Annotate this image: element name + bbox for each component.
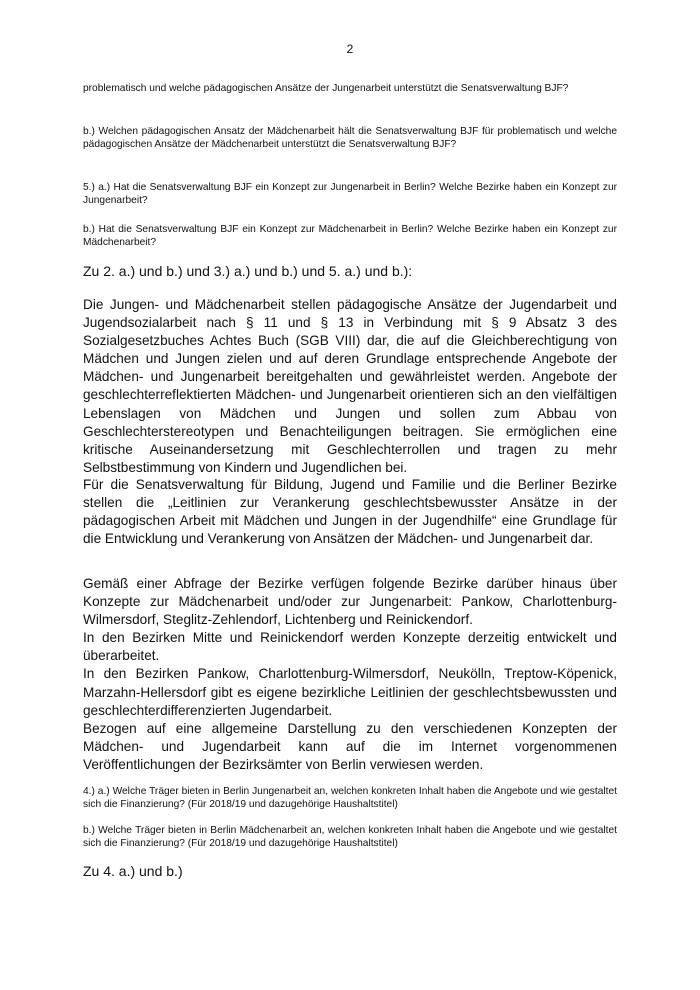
answer-paragraph: Die Jungen- und Mädchenarbeit stellen pädagogische Ansätze der Jugendarbeit und Jugendsozialarbeit nach § 11 und § 13 in Verbindung mit § 9 Absatz 3 des Sozialgesetzbuches Achtes Buch (SGB VIII) dar, die auf die Gleichberechtigung von Mädchen und Jungen zielen und auf deren Grundlage entsprechende Angebote der Mädchen- und Jungenarbeit bereitgehalten und gewährleistet werden. Angebote der geschlechterreflektierten Mädchen- und Jungenarbeit orientieren sich an den vielfältigen Lebenslagen von Mädchen und Jungen und sollen zum Abbau von Geschlechterstereotypen und Benachteiligungen beitragen. Sie ermöglichen eine kritische Auseinandersetzung mit Geschlechterrollen und tragen zu mehr Selbstbestimmung von Kindern und Jugendlichen bei. xyxy=(83,297,617,475)
question-text: 4.) a.) Welche Träger bieten in Berlin Jungenarbeit an, welchen konkreten Inhalt haben die Angebote und wie gestaltet sich die Finanzierung? (Für 2018/19 und dazugehörige Haushaltstitel) xyxy=(83,786,617,810)
question-text: 5.) a.) Hat die Senatsverwaltung BJF ein Konzept zur Jungenarbeit in Berlin? Welche Bezirke haben ein Konzept zur Jungenarbeit? xyxy=(83,182,617,206)
answer-paragraph: In den Bezirken Pankow, Charlottenburg-Wilmersdorf, Neukölln, Treptow-Köpenick, Marzahn-Hellersdorf gibt es eigene bezirkliche Leitlinien der geschlechtsbewussten und geschlechterdifferenzierten Jugendarbeit. xyxy=(83,666,617,718)
question-text: b.) Welchen pädagogischen Ansatz der Mädchenarbeit hält die Senatsverwaltung BJF für problematisch und welche pädagogischen Ansätze der Mädchenarbeit unterstützt die Senatsverwaltung BJF? xyxy=(83,126,617,150)
answer-paragraph: Für die Senatsverwaltung für Bildung, Jugend und Familie und die Berliner Bezirke stellen die „Leitlinien zur Verankerung geschlechtsbewusster Ansätze in der pädagogischen Arbeit mit Mädchen und Jungen in der Jugendhilfe“ eine Grundlage für die Entwicklung und Verankerung von Ansätzen der Mädchen- und Jungenarbeit dar. xyxy=(83,477,617,547)
question-text: b.) Welche Träger bieten in Berlin Mädchenarbeit an, welchen konkreten Inhalt haben die Angebote und wie gestaltet sich die Finanzierung? (Für 2018/19 und dazugehörige Haushaltstitel) xyxy=(83,825,617,849)
page-number: 2 xyxy=(346,42,354,56)
answer-heading: Zu 2. a.) und b.) und 3.) a.) und b.) und 5. a.) und b.): xyxy=(83,263,413,279)
question-text: problematisch und welche pädagogischen Ansätze der Jungenarbeit unterstützt die Senatsverwaltung BJF? xyxy=(83,83,569,94)
answer-paragraph: Bezogen auf eine allgemeine Darstellung zu den verschiedenen Konzepten der Mädchen- und Jugendarbeit kann auf die im Internet vorgenommenen Veröffentlichungen der Bezirksämter von Berlin verwiesen werden. xyxy=(83,720,617,772)
answer-block xyxy=(83,575,617,774)
answer-heading: Zu 4. a.) und b.) xyxy=(83,863,183,879)
answer-paragraph: In den Bezirken Mitte und Reinickendorf werden Konzepte derzeitig entwickelt und überarbeitet. xyxy=(83,630,617,664)
question-text: b.) Hat die Senatsverwaltung BJF ein Konzept zur Mädchenarbeit in Berlin? Welche Bezirke haben ein Konzept zur Mädchenarbeit? xyxy=(83,224,617,248)
answer-paragraph: Gemäß einer Abfrage der Bezirke verfügen folgende Bezirke darüber hinaus über Konzepte zur Mädchenarbeit und/oder zur Jungenarbeit: Pankow, Charlottenburg-Wilmersdorf, Steglitz-Zehlendorf, Lichtenberg und Reinickendorf. xyxy=(83,576,617,628)
